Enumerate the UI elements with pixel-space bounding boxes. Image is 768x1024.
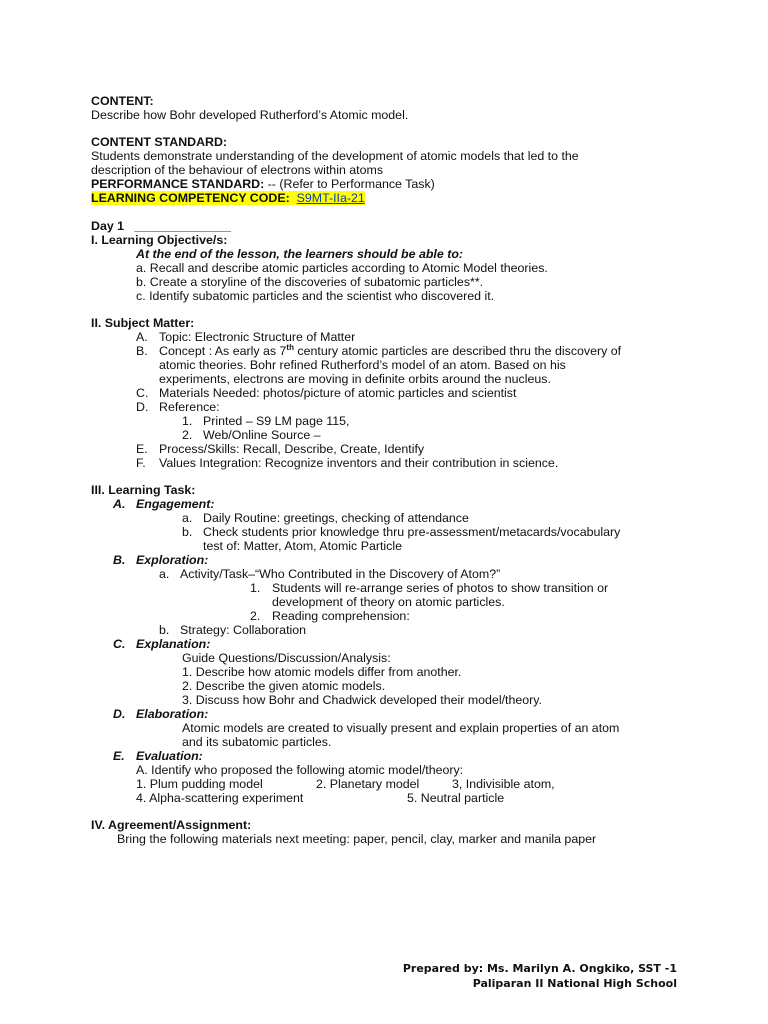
evaluation-item: 4. Alpha-scattering experiment <box>136 791 304 805</box>
concept-letter: B. <box>136 344 148 358</box>
concept-line2: atomic theories. Bohr refined Rutherford’s model of an atom. Based on his <box>159 358 566 372</box>
engagement-a-text: Daily Routine: greetings, checking of attendance <box>203 511 469 525</box>
concept-line1 <box>159 344 621 358</box>
exploration-sub1-text: Students will re-arrange series of photos to show transition or <box>272 581 609 595</box>
footer-school: Paliparan II National High School <box>472 977 677 990</box>
exploration-b-text: Strategy: Collaboration <box>180 623 307 637</box>
performance-standard-text: -- (Refer to Performance Task) <box>264 177 435 191</box>
competency-heading: LEARNING COMPETENCY CODE: <box>91 191 290 205</box>
concept-line3: experiments, electrons are moving in definite orbits around the nucleus. <box>159 372 551 386</box>
evaluation-item: 5. Neutral particle <box>407 791 505 805</box>
objectives-intro: At the end of the lesson, the learners should be able to: <box>136 247 464 261</box>
objectives-heading: I. Learning Objective/s: <box>91 233 228 247</box>
explanation-letter: C. <box>113 637 126 651</box>
engagement-title: Engagement: <box>136 497 215 511</box>
concept-sup: th <box>286 342 294 352</box>
content-heading: CONTENT: <box>91 94 154 108</box>
day-label: Day 1 <box>91 219 125 233</box>
footer-prepared-by: Prepared by: Ms. Marilyn A. Ongkiko, SST -1 <box>402 962 677 975</box>
materials-text: Materials Needed: photos/picture of atomic particles and scientist <box>159 386 517 400</box>
exploration-sub1-num: 1. <box>250 581 261 595</box>
engagement-a-num: a. <box>182 511 193 525</box>
day-blank: ______________ <box>134 219 231 233</box>
performance-standard <box>91 177 435 191</box>
evaluation-intro: A. Identify who proposed the following atomic model/theory: <box>136 763 464 777</box>
assignment-heading: IV. Agreement/Assignment: <box>91 818 252 832</box>
competency-line <box>91 191 365 205</box>
assignment-text: Bring the following materials next meeting: paper, pencil, clay, marker and manila paper <box>117 832 597 846</box>
process-text: Process/Skills: Recall, Describe, Create, Identify <box>159 442 425 456</box>
topic-text: Topic: Electronic Structure of Matter <box>159 330 356 344</box>
day-line <box>91 219 231 233</box>
objective-item: a. Recall and describe atomic particles according to Atomic Model theories. <box>136 261 548 275</box>
explanation-item: 3. Discuss how Bohr and Chadwick developed their model/theory. <box>182 693 542 707</box>
exploration-sub2-text: Reading comprehension: <box>272 609 410 623</box>
topic-letter: A. <box>136 330 148 344</box>
evaluation-item: 3, Indivisible atom, <box>452 777 555 791</box>
engagement-b-num: b. <box>182 525 193 539</box>
learning-task-heading: III. Learning Task: <box>91 483 196 497</box>
competency-code-link[interactable]: S9MT-IIa-21 <box>296 191 365 205</box>
objective-item: b. Create a storyline of the discoveries of subatomic particles**. <box>136 275 484 289</box>
exploration-sub1-line2: development of theory on atomic particles. <box>272 595 505 609</box>
values-letter: F. <box>136 456 146 470</box>
elaboration-letter: D. <box>113 707 126 721</box>
exploration-title: Exploration: <box>136 553 209 567</box>
reference-sub-text: Printed – S9 LM page 115, <box>203 414 350 428</box>
elaboration-line2: and its subatomic particles. <box>182 735 332 749</box>
elaboration-line1: Atomic models are created to visually present and explain properties of an atom <box>182 721 620 735</box>
explanation-intro: Guide Questions/Discussion/Analysis: <box>182 651 391 665</box>
explanation-item: 1. Describe how atomic models differ from another. <box>182 665 462 679</box>
values-text: Values Integration: Recognize inventors and their contribution in science. <box>159 456 559 470</box>
concept-pre: Concept : As early as 7 <box>159 344 287 358</box>
objective-item: c. Identify subatomic particles and the scientist who discovered it. <box>136 289 495 303</box>
evaluation-item: 1. Plum pudding model <box>136 777 263 791</box>
exploration-sub2-num: 2. <box>250 609 261 623</box>
content-standard-heading: CONTENT STANDARD: <box>91 135 228 149</box>
explanation-title: Explanation: <box>136 637 211 651</box>
engagement-letter: A. <box>113 497 126 511</box>
engagement-b-text: Check students prior knowledge thru pre-assessment/metacards/vocabulary <box>203 525 621 539</box>
evaluation-title: Evaluation: <box>136 749 203 763</box>
exploration-a-text: Activity/Task–“Who Contributed in the Discovery of Atom?” <box>180 567 501 581</box>
reference-text: Reference: <box>159 400 220 414</box>
content-text: Describe how Bohr developed Rutherford’s Atomic model. <box>91 108 409 122</box>
subject-matter-heading: II. Subject Matter: <box>91 316 195 330</box>
concept-post: century atomic particles are described thru the discovery of <box>293 344 622 358</box>
reference-sub-num: 1. <box>182 414 193 428</box>
content-standard-line1: Students demonstrate understanding of the development of atomic models that led to the <box>91 149 579 163</box>
exploration-a-num: a. <box>159 567 170 581</box>
materials-letter: C. <box>136 386 149 400</box>
elaboration-title: Elaboration: <box>136 707 209 721</box>
content-standard-line2: description of the behaviour of electrons within atoms <box>91 163 384 177</box>
reference-letter: D. <box>136 400 149 414</box>
explanation-item: 2. Describe the given atomic models. <box>182 679 386 693</box>
exploration-b-num: b. <box>159 623 170 637</box>
reference-sub-text: Web/Online Source – <box>203 428 321 442</box>
performance-standard-heading: PERFORMANCE STANDARD: <box>91 177 265 191</box>
process-letter: E. <box>136 442 148 456</box>
evaluation-letter: E. <box>113 749 125 763</box>
exploration-letter: B. <box>113 553 126 567</box>
engagement-b-line2: test of: Matter, Atom, Atomic Particle <box>203 539 403 553</box>
evaluation-item: 2. Planetary model <box>316 777 420 791</box>
reference-sub-num: 2. <box>182 428 193 442</box>
